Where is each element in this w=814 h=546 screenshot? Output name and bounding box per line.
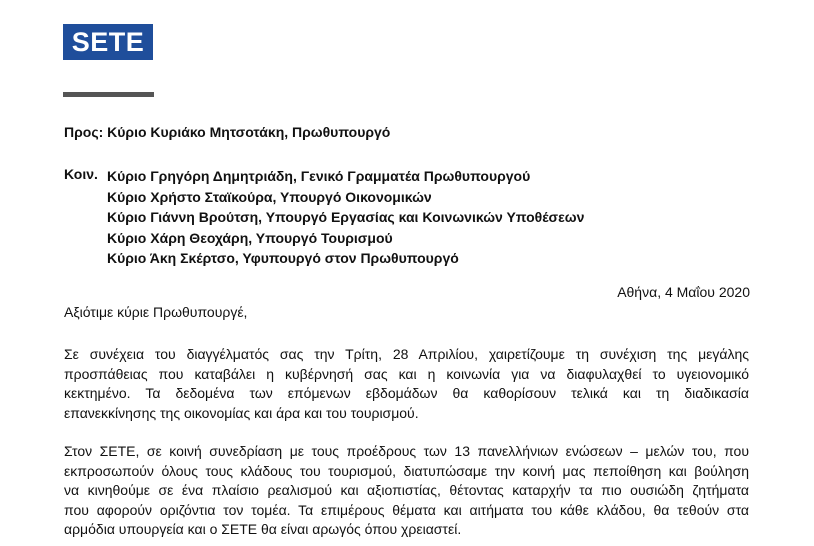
paragraph-line: εκπροσωπούν όλους τους κλάδους του τουρισμού, διατυπώσαμε την κοινή μας πεποίθηση και βούληση [64, 462, 749, 479]
paragraph-line: επανεκκίνησης της οικονομίας και άρα και του τουρισμού. [64, 404, 419, 421]
cc-list [107, 166, 584, 269]
body-paragraph [64, 345, 749, 423]
cc-item: Κύριο Γρηγόρη Δημητριάδη, Γενικό Γραμματέα Πρωθυπουργού [107, 168, 531, 184]
paragraph-line: Σε συνέχεια του διαγγέλματός σας την Τρίτη, 28 Απριλίου, χαιρετίζουμε τη συνέχιση της μεγάλης [64, 346, 749, 362]
cc-item: Κύριο Γιάννη Βρούτση, Υπουργό Εργασίας και Κοινωνικών Υποθέσεων [107, 209, 585, 225]
paragraph-line: προσπάθειας που καταβάλει η κυβέρνησή σας και η κοινωνία για να διαφυλαχθεί το υγειονομικό [64, 365, 749, 382]
cc-item: Κύριο Άκη Σκέρτσο, Υφυπουργό στον Πρωθυπουργό [107, 250, 459, 266]
recipient-line: Προς: Κύριο Κυριάκο Μητσοτάκη, Πρωθυπουργό [64, 124, 391, 140]
header-divider [63, 92, 154, 97]
paragraph-line: Στον ΣΕΤΕ, σε κοινή συνεδρίαση με τους προέδρους των 13 πανελλήνιων ενώσεων – μελών του, που [64, 443, 749, 459]
paragraph-line: κεκτημένο. Τα δεδομένα των επόμενων εβδομάδων θα καθορίσουν τελικά και τη διαδικασία [64, 385, 749, 401]
letter-date: Αθήνα, 4 Μαΐου 2020 [617, 284, 750, 300]
cc-item: Κύριο Χάρη Θεοχάρη, Υπουργό Τουρισμού [107, 229, 393, 246]
body-paragraph [64, 442, 749, 540]
paragraph-line: αρμόδια υπουργεία και ο ΣΕΤΕ θα είναι αρωγός όπου χρειαστεί. [64, 521, 462, 537]
sete-logo: SETE [63, 24, 153, 60]
paragraph-line: που αφορούν οριζόντια τον τομέα. Τα επιμέρους θέματα και αιτήματα του κάθε κλάδου, θα τεθούν στα [64, 501, 749, 518]
salutation: Αξιότιμε κύριε Πρωθυπουργέ, [64, 304, 248, 320]
cc-label: Κοιν. [64, 166, 98, 182]
cc-item: Κύριο Χρήστο Σταϊκούρα, Υπουργό Οικονομικών [107, 188, 432, 205]
paragraph-line: να κινηθούμε σε ένα πλαίσιο ρεαλισμού και αξιοπιστίας, θέτοντας καταρχήν τα πιο ουσιώδη ζητήματα [64, 482, 749, 498]
